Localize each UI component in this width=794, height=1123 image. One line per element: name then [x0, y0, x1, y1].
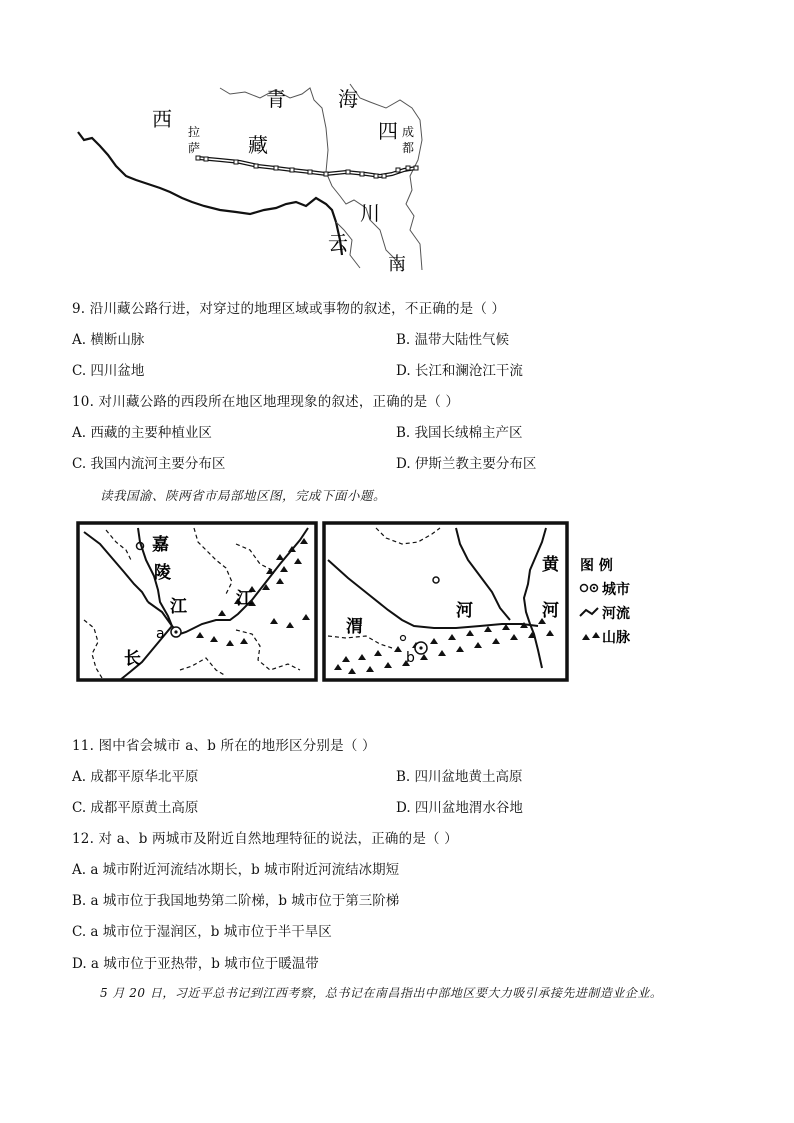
label-jiang-2: 江: [236, 589, 253, 609]
label-chengdu-2: 都: [402, 141, 415, 155]
border-line-north: [78, 132, 342, 255]
legend-mountain-icon: [582, 634, 590, 640]
label-jia: 嘉: [152, 535, 169, 555]
question-10-stem: 10. 对川藏公路的西段所在地区地理现象的叙述，正确的是（ ）: [72, 394, 460, 410]
label-he-1: 河: [456, 601, 473, 621]
label-huang: 黄: [542, 555, 559, 575]
question-10-option-a[interactable]: A. 西藏的主要种植业区: [72, 425, 212, 441]
label-chengdu-1: 成: [402, 125, 415, 139]
question-10-option-d[interactable]: D. 伊斯兰教主要分布区: [396, 456, 537, 472]
label-lasa-1: 拉: [188, 125, 201, 139]
label-si: 四: [378, 119, 398, 143]
chongqing-shaanxi-map: [76, 520, 646, 684]
left-map-boundaries: [84, 528, 300, 678]
label-he-2: 河: [542, 601, 559, 621]
label-lasa-2: 萨: [188, 141, 201, 155]
legend-city-icon: [581, 585, 588, 592]
label-xi: 西: [152, 107, 172, 131]
question-12-option-a[interactable]: A. a 城市附近河流结冰期长，b 城市附近河流结冰期短: [72, 862, 400, 878]
map-legend: [580, 557, 631, 646]
question-10-option-b[interactable]: B. 我国长绒棉主产区: [396, 425, 523, 441]
question-9-stem: 9. 沿川藏公路行进，对穿过的地理区域或事物的叙述，不正确的是（ ）: [72, 301, 506, 317]
left-map-frame: [78, 523, 316, 680]
label-chang: 长: [124, 649, 141, 669]
right-map-mountains: [334, 618, 554, 674]
question-12-stem: 12. 对 a、b 两城市及附近自然地理特征的说法，正确的是（ ）: [72, 831, 458, 847]
question-11-stem: 11. 图中省会城市 a、b 所在的地形区分别是（ ）: [72, 738, 376, 754]
right-map-rivers: [328, 528, 546, 668]
label-chuan: 川: [360, 201, 380, 225]
label-zang: 藏: [248, 133, 268, 157]
legend-river-icon: [580, 608, 598, 616]
label-qing: 青: [266, 87, 286, 111]
intro-text-maps: 读我国渝、陕两省市局部地区图，完成下面小题。: [100, 488, 387, 503]
question-12-option-d[interactable]: D. a 城市位于亚热带，b 城市位于暖温带: [72, 956, 319, 972]
left-map-rivers: [84, 528, 308, 680]
left-map-mountains: [196, 538, 310, 646]
label-wei: 渭: [346, 617, 363, 637]
question-11-option-c[interactable]: C. 成都平原黄土高原: [72, 800, 199, 816]
question-9-option-c[interactable]: C. 四川盆地: [72, 363, 145, 379]
legend-mountain-label: 山脉: [602, 630, 630, 646]
city-marker-right-north: [433, 577, 439, 583]
intro-text-jiangxi: 5 月 20 日，习近平总书记到江西考察，总书记在南昌指出中部地区要大力吸引承接先进制造业企业。: [100, 986, 663, 1000]
label-a: a: [156, 626, 165, 642]
legend-city-label: 城市: [602, 582, 630, 598]
question-9-option-a[interactable]: A. 横断山脉: [72, 332, 145, 348]
label-b: b: [406, 650, 415, 666]
label-yun: 云: [328, 231, 348, 255]
question-11-option-a[interactable]: A. 成都平原华北平原: [72, 769, 199, 785]
label-hai: 海: [338, 87, 358, 111]
right-map-boundaries: [328, 528, 440, 648]
question-11-option-b[interactable]: B. 四川盆地黄土高原: [396, 769, 523, 785]
legend-title: 图 例: [580, 558, 613, 574]
label-jiang-1: 江: [170, 597, 187, 617]
question-9-option-b[interactable]: B. 温带大陆性气候: [396, 332, 510, 348]
sichuan-tibet-map: [70, 80, 425, 275]
question-9-option-d[interactable]: D. 长江和澜沧江干流: [396, 363, 523, 379]
label-ling: 陵: [154, 563, 171, 583]
label-nan: 南: [388, 254, 406, 275]
legend-river-label: 河流: [602, 606, 630, 622]
question-10-option-c[interactable]: C. 我国内流河主要分布区: [72, 456, 226, 472]
question-12-option-b[interactable]: B. a 城市位于我国地势第二阶梯，b 城市位于第三阶梯: [72, 893, 400, 909]
question-11-option-d[interactable]: D. 四川盆地渭水谷地: [396, 800, 523, 816]
question-12-option-c[interactable]: C. a 城市位于湿润区，b 城市位于半干旱区: [72, 924, 332, 940]
